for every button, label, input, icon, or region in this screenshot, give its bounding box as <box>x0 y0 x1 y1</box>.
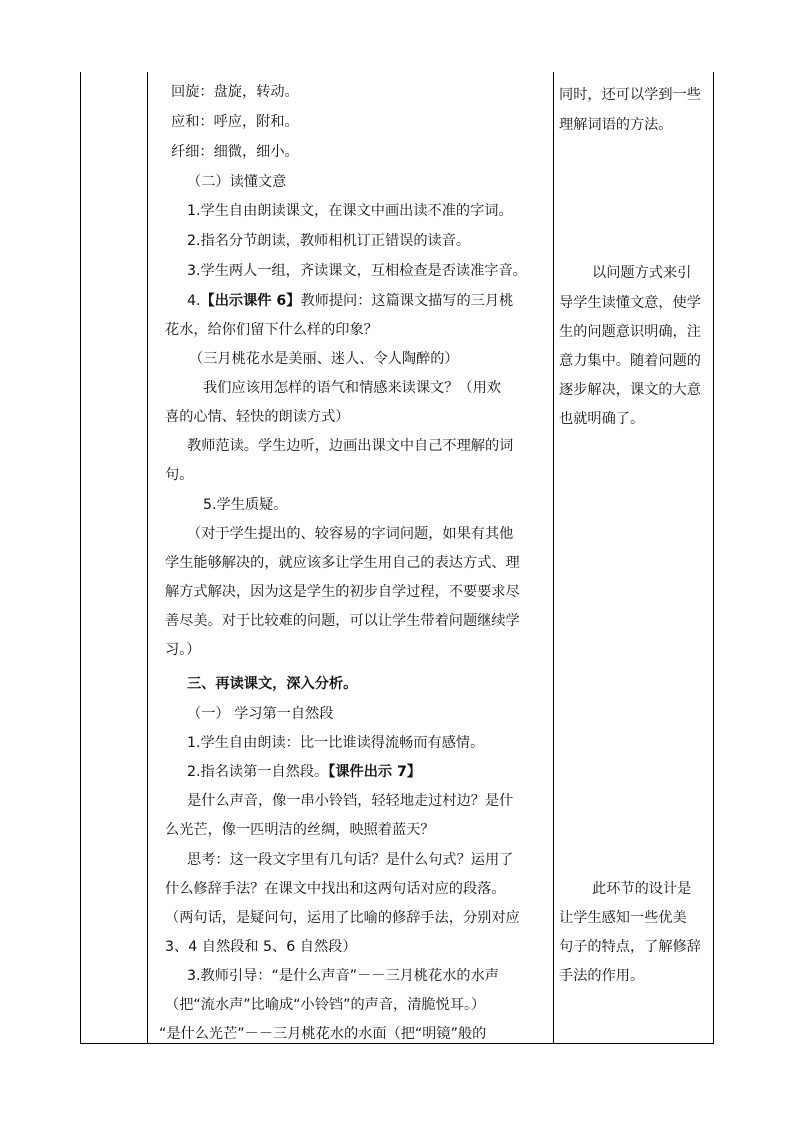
step-4-number: 4. <box>187 293 201 309</box>
teacher-model-reading: 教师范读。学生边听，边画出课文中自己不理解的词 <box>187 438 514 454</box>
quote-line-1: 是什么声音，像一串小铃铛，轻轻地走过村边？是什 <box>187 793 514 809</box>
intent-note-2-line-5: 逐步解决，课文的大意 <box>559 382 701 398</box>
step-5-note-line-5: 习。） <box>165 642 201 658</box>
intent-note-2-line-1: 以问题方式来引 <box>592 265 692 281</box>
reread-step-3: 3.教师引导：“是什么声音”－－三月桃花水的水声 <box>187 968 499 984</box>
quote-line-2: 么光芒，像一匹明洁的丝绸，映照着蓝天？ <box>165 822 435 838</box>
table-divider-1 <box>147 72 148 1044</box>
tone-question-line-2: 喜的心情、轻快的朗读方式） <box>165 409 350 425</box>
step-1: 1.学生自由朗读课文，在课文中画出读不准的字词。 <box>187 203 513 219</box>
tone-question: 我们应该用怎样的语气和情感来读课文？（用欢 <box>203 380 501 396</box>
vocab-yinghe: 应和：呼应，附和。 <box>171 114 299 130</box>
intent-note-3-line-4: 手法的作用。 <box>559 968 645 984</box>
step-3: 3.学生两人一组，齐读课文，互相检查是否读准字音。 <box>187 263 527 279</box>
step-4-text: 教师提问：这篇课文描写的三月桃 <box>300 293 514 309</box>
step-5-note-line-3: 解方式解决，因为这是学生的初步自学过程，不要要求尽 <box>165 584 520 600</box>
step-4-line-2: 花水，给你们留下什么样的印象？ <box>165 322 378 338</box>
reread-step-1: 1.学生自由朗读：比一比谁读得流畅而有感情。 <box>187 735 485 751</box>
table-divider-2 <box>553 72 554 1044</box>
reread-step-2 <box>187 763 421 781</box>
intent-note-2-line-6: 也就明确了。 <box>559 411 645 427</box>
table-left-border <box>80 72 81 1044</box>
intent-note-2-line-3: 生的问题意识明确，注 <box>559 324 701 340</box>
step-5-note-line-2: 学生能够解决的，就应该多让学生用自己的表达方式、理 <box>165 555 520 571</box>
intent-note-1-line-1: 同时，还可以学到一些 <box>559 87 701 103</box>
intent-note-3-line-2: 让学生感知一些优美 <box>559 910 687 926</box>
section-heading-reread: 三、再读课文，深入分析。 <box>187 676 358 692</box>
vocab-xianxi: 纤细：细微，细小。 <box>171 144 299 160</box>
step-5: 5.学生质疑。 <box>203 497 288 513</box>
intent-note-2-line-4: 意力集中。随着问题的 <box>559 353 701 369</box>
courseware-7-label: 【课件出示 7】 <box>328 764 422 780</box>
courseware-6-label: 【出示课件 6】 <box>200 293 301 309</box>
reread-step-3-line-3: “是什么光芒”－－三月桃花水的水面（把“明镜”般的 <box>159 1026 487 1042</box>
subsection-paragraph-1: （一） 学习第一自然段 <box>187 706 334 722</box>
section-heading-read-meaning: （二）读懂文意 <box>187 174 287 190</box>
teacher-model-reading-line-2: 句。 <box>165 467 194 483</box>
think-question-line-1: 思考：这一段文字里有几句话？是什么句式？运用了 <box>187 852 514 868</box>
intent-note-1-line-2: 理解词语的方法。 <box>559 117 673 133</box>
step-5-note-line-4: 善尽美。对于比较难的问题，可以让学生带着问题继续学 <box>165 613 520 629</box>
think-question-line-2: 什么修辞手法？在课文中找出和这两句话对应的段落。 <box>165 881 506 897</box>
intent-note-3-line-3: 句子的特点，了解修辞 <box>559 939 701 955</box>
reread-step-3-line-2: （把“流水声”比喻成“小铃铛”的声音，清脆悦耳。） <box>165 997 486 1013</box>
step-2: 2.指名分节朗读，教师相机订正错误的读音。 <box>187 233 471 249</box>
vocab-huixuan: 回旋：盘旋，转动。 <box>171 84 299 100</box>
reread-step-2-text: 2.指名读第一自然段。 <box>187 764 329 780</box>
intent-note-3-line-1: 此环节的设计是 <box>592 881 692 897</box>
intent-note-2-line-2: 导学生读懂文意，使学 <box>559 295 701 311</box>
table-bottom-border <box>80 1043 713 1044</box>
think-answer-line-1: （两句话，是疑问句，运用了比喻的修辞手法，分别对应 <box>165 910 520 926</box>
think-answer-line-2: 3、4 自然段和 5、6 自然段） <box>165 939 357 955</box>
step-4 <box>187 292 513 310</box>
step-4-answer: （三月桃花水是美丽、迷人、令人陶醉的） <box>189 351 459 367</box>
table-right-border <box>713 72 714 1044</box>
step-5-note-line-1: （对于学生提出的、较容易的字词问题，如果有其他 <box>187 526 514 542</box>
